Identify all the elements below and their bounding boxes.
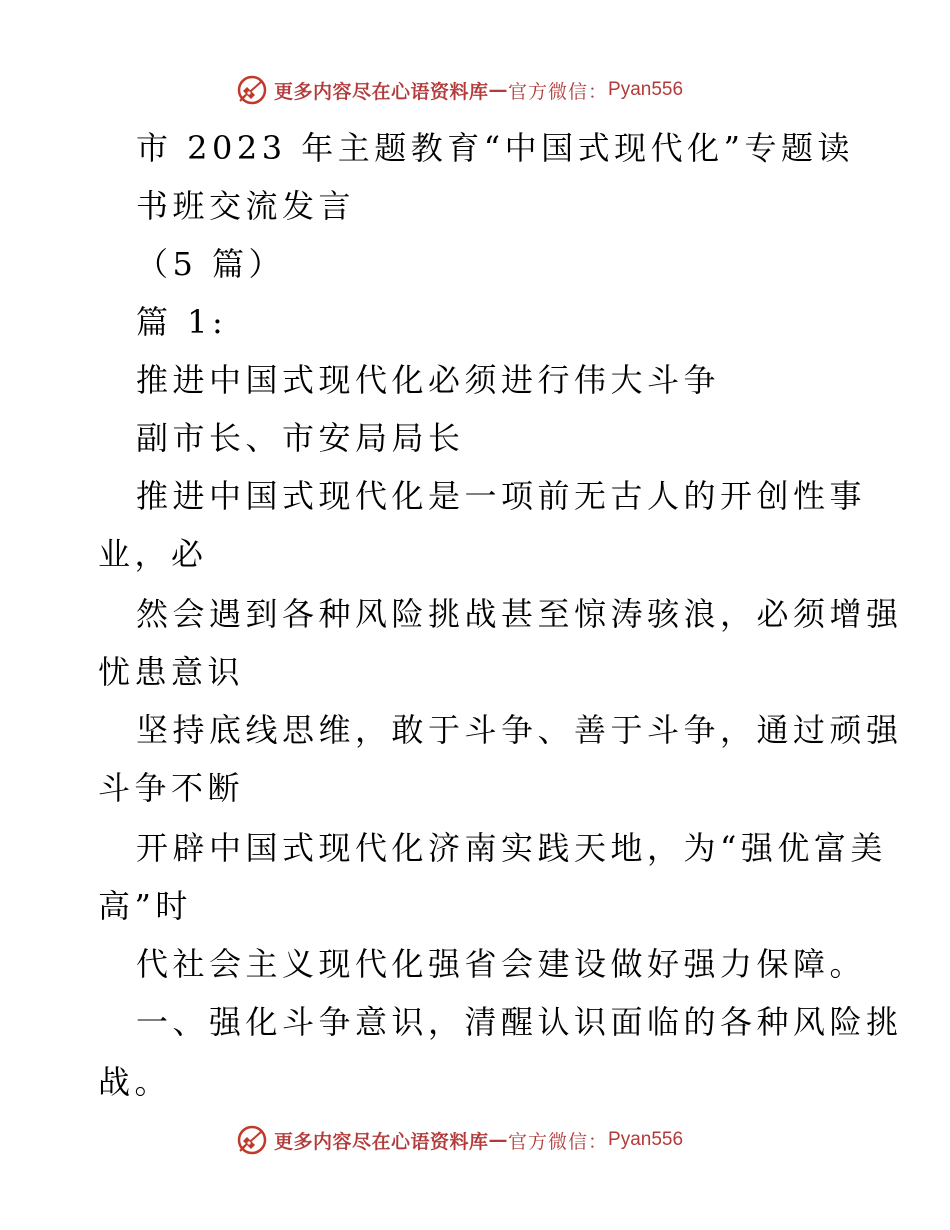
doc-paragraph-line: 推进中国式现代化是一项前无古人的开创性事 — [136, 477, 867, 515]
header-banner[interactable] — [236, 73, 683, 107]
banner-wechat-label: 官方微信： — [508, 80, 609, 103]
pen-nib-logo-icon — [236, 1124, 268, 1156]
doc-heading-line: 一、强化斗争意识，清醒认识面临的各种风险挑 — [136, 1003, 903, 1041]
banner-wechat-id: Pyan556 — [608, 79, 684, 100]
banner-wechat-label: 官方微信： — [508, 1130, 609, 1153]
doc-title-line-1: 市 2023 年主题教育“中国式现代化”专题读 — [136, 129, 855, 167]
doc-title-line-2: 书班交流发言 — [136, 187, 356, 225]
doc-paragraph-line: 高”时 — [98, 887, 192, 925]
doc-section-label: 篇 1: — [136, 303, 228, 341]
banner-site-text: 更多内容尽在心语资料库 — [274, 1130, 489, 1153]
banner-separator: — — [488, 1129, 509, 1151]
doc-heading-line: 战。 — [98, 1063, 172, 1101]
doc-paragraph-line: 开辟中国式现代化济南实践天地，为“强优富美 — [136, 829, 887, 867]
doc-paragraph-line: 业，必 — [98, 535, 208, 573]
doc-subtitle-count: （5 篇） — [136, 245, 286, 283]
doc-article-title: 推进中国式现代化必须进行伟大斗争 — [136, 361, 721, 399]
banner-site-text: 更多内容尽在心语资料库 — [274, 80, 489, 103]
doc-paragraph-line: 然会遇到各种风险挑战甚至惊涛骇浪，必须增强 — [136, 595, 903, 633]
banner-wechat-id: Pyan556 — [608, 1129, 684, 1150]
pen-nib-logo-icon — [236, 74, 268, 106]
doc-paragraph-line: 忧患意识 — [98, 653, 245, 691]
footer-banner[interactable] — [236, 1123, 683, 1157]
doc-paragraph-line: 斗争不断 — [98, 769, 245, 807]
banner-separator: — — [488, 79, 509, 101]
doc-author-line: 副市长、市安局局长 — [136, 419, 465, 457]
doc-paragraph-line: 坚持底线思维，敢于斗争、善于斗争，通过顽强 — [136, 711, 903, 749]
doc-paragraph-line: 代社会主义现代化强省会建设做好强力保障。 — [136, 945, 867, 983]
